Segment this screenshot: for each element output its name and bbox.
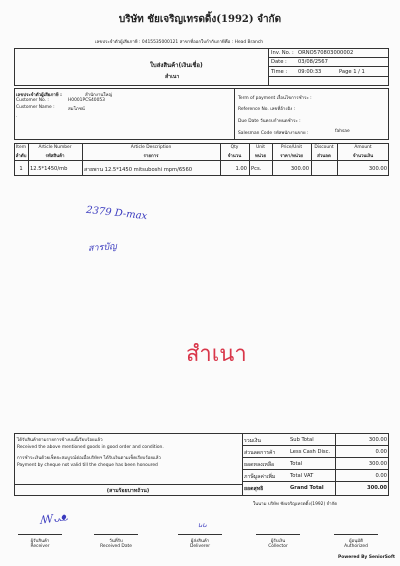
header-price-th: ราคา/หน่วย: [280, 154, 303, 159]
payment-term-label: Term of payment เงื่อนไขการชำระ :: [238, 96, 312, 101]
on-behalf-text: ในนาม บริษัท ชัยเจริญเทรดดิ้ง(1992) จำกัด: [253, 502, 338, 507]
header-amount: Amount: [354, 145, 372, 150]
total-label-th: ภาษีมูลค่าเพิ่ม: [244, 474, 276, 480]
signature-label-en: Receiver: [30, 544, 50, 549]
customer-tax-label: เลขประจำตัวผู้เสียภาษี :: [16, 93, 62, 98]
customer-name-value: สมโภชน์: [68, 107, 85, 112]
doc-title: ใบส่งสินค้า(เงินเชื่อ): [150, 62, 203, 69]
row-article: 12.5*1450/mb: [30, 166, 68, 172]
page-number: Page 1 / 1: [339, 69, 365, 75]
document-page: บริษัท ชัยเจริญเทรดดิ้ง(1992) จำกัด เลขประจำตัวผู้เสียภาษี : 0415535000121 สาขาที่ออกใบกำกับภาษีคือ : Head Branch ใบส่งสินค้า(เงินเชื่อ) สำเนา Inv. No. : ORNO570803000002 Date : 03/08/2567 Time : 09:00:33 Page 1 / 1 เลขประจำตัวผู้เสียภาษี : สำนักงานใหญ่ Customer No. : H0001PCS40053 Customer Name : สมโภชน์ . Term of payment เงื่อนไขการชำระ : Reference No. เลขที่อ้างอิง : Due Date วันครบกำหนดชำระ : Salesman Code รหัสพนักงานขาย : fahsae Item ลำดับ Article Number รหัสสินค้า Article Description รายการ Qty จำนวน Unit หน่วย Price/Unit ราคา/หน่วย Discount ส่วนลด Amount จำนวนเงิน 1 12.5*1450/mb สายพาน 12.5*1450 mitsuboshi mpm/6560 1.00 Pcs. 300.00 300.00 2379 D-max สารบัญ สำเนา ได้รับสินค้าตามรายการข้างบนนี้เรียบร้อยแล้ว Received the above mentioned goods in good order and condition. การชำระเงินด้วยเช็คจะสมบูรณ์ต่อเมื่อบริษัทฯ ได้รับเงินตามเช็คเรียบร้อยแล้ว Payment by cheque not valid till the cheque has been honoured (สามร้อยบาทถ้วน) รวมเงิน Sub Total 300.00 ส่วนลดการค้า Less Cash Disc. 0.00 ยอดหลงเหลือ Total 300.00 ภาษีมูลค่าเพิ่ม Total VAT 0.00 ยอดสุทธิ Grand Total 300.00 ในนาม บริษัท ชัยเจริญเทรดดิ้ง(1992) จำกัด ꟿᴗᴥ ꭎꭎ ผู้รับสินค้า Receiver วันที่รับ Received Date ผู้ส่งสินค้า Deliverer ผู้รับเงิน Collector ผู้อนุมัติ Authorized Powered By SeniorSoft: [0, 0, 400, 566]
header-price: Price/Unit: [280, 145, 303, 150]
row-price: 300.00: [290, 166, 309, 172]
total-label-en: Sub Total: [290, 437, 314, 443]
salesman-label: Salesman Code รหัสพนักงานขาย :: [238, 131, 309, 136]
signature-label-th: ผู้ส่งสินค้า: [190, 539, 210, 544]
header-description-th: รายการ: [143, 154, 159, 159]
header-unit-th: หน่วย: [255, 154, 266, 159]
row-unit: Pcs.: [251, 166, 262, 172]
header-qty: Qty: [230, 145, 239, 150]
note-received-th: ได้รับสินค้าตามรายการข้างบนนี้เรียบร้อยแล้ว: [17, 438, 103, 443]
reference-label: Reference No. เลขที่อ้างอิง :: [238, 107, 296, 112]
customer-box: [14, 88, 389, 140]
time-value: 09:00:33: [298, 69, 322, 75]
customer-name-label: Customer Name :: [16, 105, 55, 110]
header-discount-th: ส่วนลด: [317, 154, 331, 159]
customer-no-label: Customer No. :: [16, 98, 49, 103]
header-qty-th: จำนวน: [227, 154, 242, 159]
receiver-signature: ꟿᴗᴥ: [39, 510, 69, 527]
time-label: Time :: [271, 69, 288, 75]
total-label-th: ส่วนลดการค้า: [244, 450, 276, 456]
total-label-en: Total VAT: [290, 473, 314, 479]
signature-label-en: Authorized: [344, 544, 368, 549]
header-article-th: รหัสสินค้า: [45, 154, 65, 159]
inv-value: ORNO570803000002: [298, 50, 354, 56]
deliverer-signature: ꭎꭎ: [198, 521, 207, 529]
signature-label-th: วันที่รับ: [109, 539, 123, 544]
header-description: Article Description: [130, 145, 172, 150]
copy-stamp: สำเนา: [186, 342, 247, 367]
powered-by: Powered By SeniorSoft: [338, 555, 395, 560]
row-item: 1: [19, 166, 23, 172]
header-item-th: ลำดับ: [15, 154, 27, 159]
signature-label-en: Deliverer: [189, 544, 211, 549]
amount-in-words: (สามร้อยบาทถ้วน): [106, 488, 150, 494]
total-label-th: ยอดสุทธิ: [244, 486, 264, 492]
header-unit: Unit: [256, 145, 265, 150]
doc-subtitle: สำเนา: [165, 74, 180, 80]
signature-label-en: Collector: [268, 544, 288, 549]
total-value: 0.00: [375, 449, 387, 455]
total-label-th: ยอดหลงเหลือ: [244, 462, 275, 468]
total-label-en: Total: [290, 461, 303, 467]
handwritten-note-vehicle: 2379 D-max: [85, 204, 148, 223]
due-date-label: Due Date วันครบกำหนดชำระ :: [238, 119, 301, 124]
signature-label-en: Received Date: [100, 544, 132, 549]
inv-label: Inv. No. :: [271, 50, 294, 56]
company-name: บริษัท ชัยเจริญเทรดดิ้ง(1992) จำกัด: [118, 14, 282, 25]
row-description: สายพาน 12.5*1450 mitsuboshi mpm/6560: [84, 167, 193, 173]
note-received-en: Received the above mentioned goods in good order and condition.: [17, 445, 164, 450]
header-amount-th: จำนวนเงิน: [352, 154, 374, 159]
handwritten-note-name: สารบัญ: [87, 242, 118, 254]
total-label-en: Grand Total: [290, 485, 324, 491]
header-discount: Discount: [314, 145, 334, 150]
total-value: 300.00: [366, 485, 387, 491]
customer-no-value: H0001PCS40053: [68, 98, 105, 103]
total-value: 300.00: [368, 461, 387, 467]
date-value: 03/08/2567: [298, 59, 328, 65]
note-cheque-th: การชำระเงินด้วยเช็คจะสมบูรณ์ต่อเมื่อบริษัทฯ ได้รับเงินตามเช็คเรียบร้อยแล้ว: [17, 456, 161, 461]
signature-label-th: ผู้อนุมัติ: [349, 539, 363, 544]
total-label-th: รวมเงิน: [244, 438, 261, 444]
salesman-value: fahsae: [335, 129, 350, 134]
header-item: Item: [16, 145, 26, 150]
total-value: 0.00: [375, 473, 387, 479]
row-amount: 300.00: [368, 166, 387, 172]
date-label: Date :: [271, 59, 287, 65]
signature-label-th: ผู้รับเงิน: [270, 539, 286, 544]
tax-line: เลขประจำตัวผู้เสียภาษี : 0415535000121 สาขาที่ออกใบกำกับภาษีคือ : Head Branch: [95, 40, 264, 45]
header-article: Article Number: [38, 145, 72, 150]
customer-branch: สำนักงานใหญ่: [85, 93, 113, 98]
signature-label-th: ผู้รับสินค้า: [30, 539, 50, 544]
note-cheque-en: Payment by cheque not valid till the cheque has been honoured: [17, 463, 158, 468]
row-qty: 1.00: [235, 166, 247, 172]
total-value: 300.00: [368, 437, 387, 443]
total-label-en: Less Cash Disc.: [290, 449, 331, 455]
